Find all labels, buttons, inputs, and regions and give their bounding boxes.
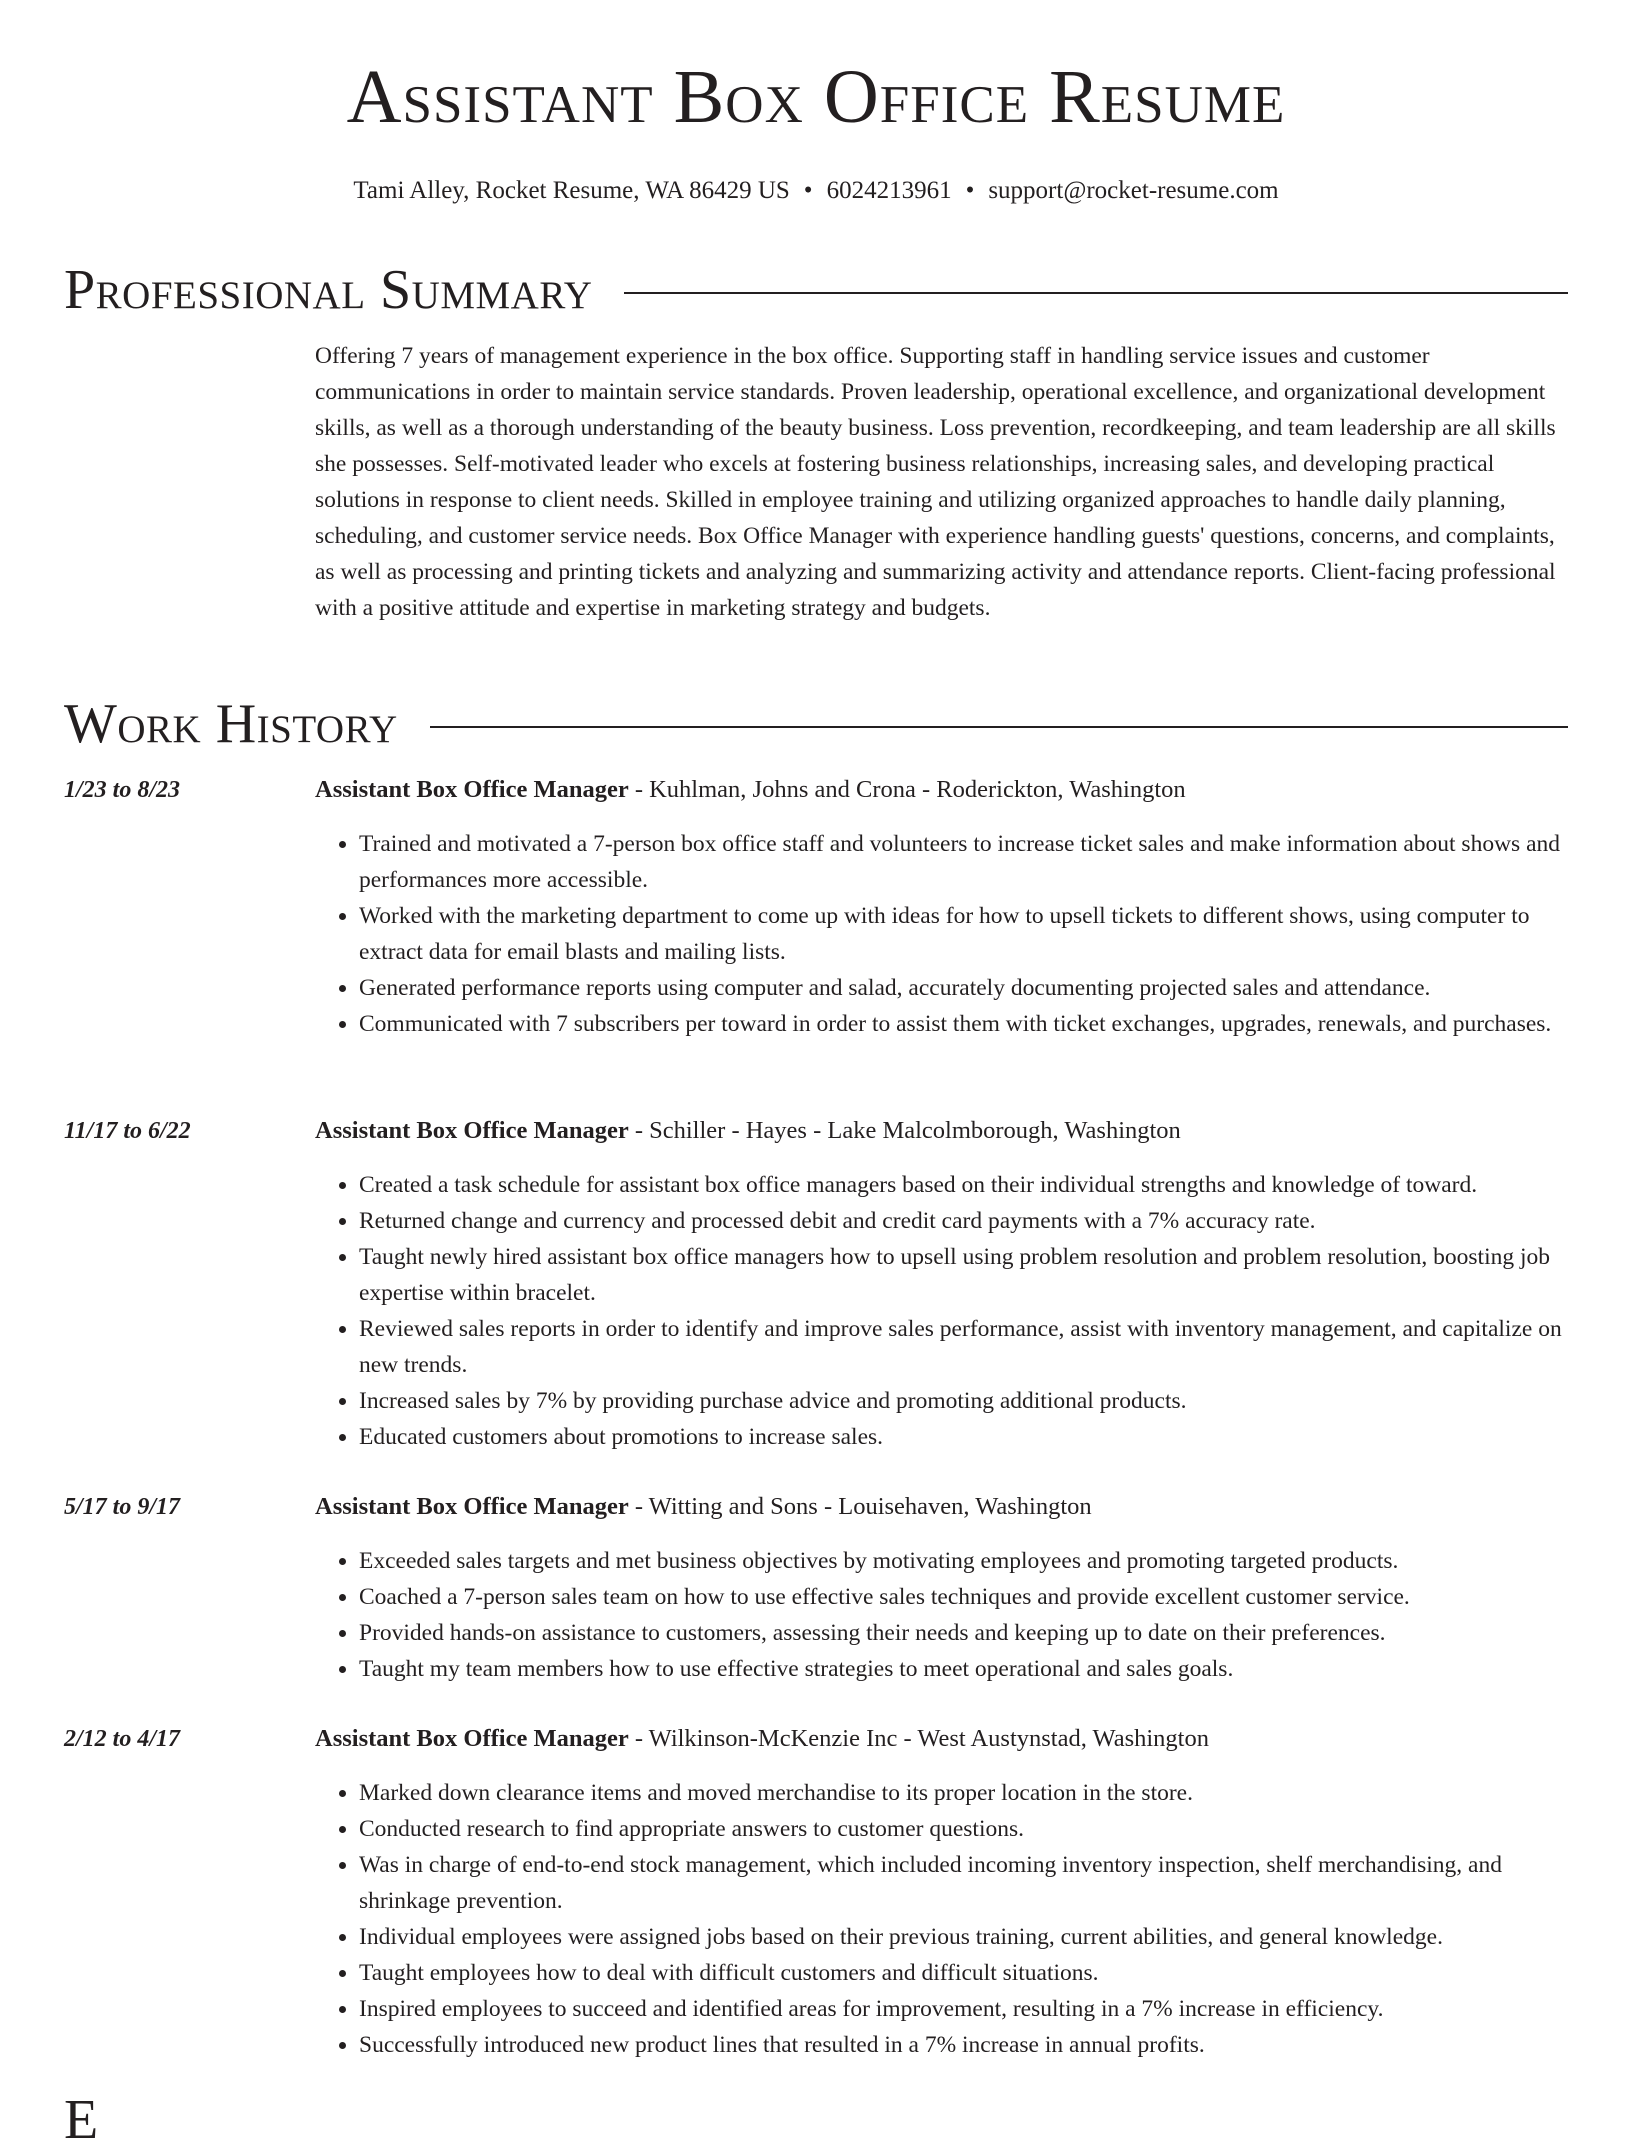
job-bullets [315, 1167, 1568, 1455]
job-bullet: • Returned change and currency and processed debit and credit card payments with a 7% accuracy rate. [359, 1203, 1568, 1239]
job-bullet: • Taught employees how to deal with difficult customers and difficult situations. [359, 1955, 1568, 1991]
resume-title: Assistant Box Office Resume [346, 55, 1286, 139]
job-role: Assistant Box Office Manager [315, 1493, 629, 1520]
job-dates: 11/17 to 6/22 [64, 1118, 191, 1144]
job-dates: 5/17 to 9/17 [64, 1494, 181, 1520]
job-heading [315, 772, 1186, 808]
job-bullet: • Coached a 7-person sales team on how to use effective sales techniques and provide excellent customer service. [359, 1579, 1568, 1615]
contact-line [0, 176, 1632, 206]
contact-address: Tami Alley, Rocket Resume, WA 86429 US [353, 177, 790, 204]
job-bullet: • Taught newly hired assistant box office managers how to upsell using problem resolution and problem resolution, boosting job expertise within bracelet. [359, 1239, 1568, 1311]
job-bullet: • Educated customers about promotions to increase sales. [359, 1419, 1568, 1455]
job-bullet: • Worked with the marketing department to come up with ideas for how to upsell tickets to different shows, using computer to extract data for email blasts and mailing lists. [359, 898, 1568, 970]
job-bullet: • Created a task schedule for assistant box office managers based on their individual strengths and knowledge of toward. [359, 1167, 1568, 1203]
job-heading [315, 1489, 1092, 1525]
job-employer-location: - Witting and Sons - Louisehaven, Washington [628, 1493, 1092, 1520]
contact-separator: • [803, 177, 813, 204]
job-bullet: • Provided hands-on assistance to customers, assessing their needs and keeping up to date on their preferences. [359, 1615, 1568, 1651]
job-bullets [315, 826, 1568, 1042]
job-bullet: • Individual employees were assigned jobs based on their previous training, current abilities, and general knowledge. [359, 1919, 1568, 1955]
next-section-heading-partial: E [64, 2089, 99, 2151]
summary-heading: Professional Summary [64, 259, 593, 321]
contact-phone: 6024213961 [826, 177, 952, 204]
job-heading [315, 1721, 1209, 1757]
job-dates: 1/23 to 8/23 [64, 777, 181, 803]
job-bullet: • Inspired employees to succeed and identified areas for improvement, resulting in a 7% increase in efficiency. [359, 1991, 1568, 2027]
job-employer-location: - Schiller - Hayes - Lake Malcolmborough, Washington [628, 1117, 1181, 1144]
section-divider [624, 292, 1568, 294]
job-employer-location: - Wilkinson-McKenzie Inc - West Austynstad, Washington [628, 1725, 1209, 1752]
job-bullet: • Reviewed sales reports in order to identify and improve sales performance, assist with inventory management, and capitalize on new trends. [359, 1311, 1568, 1383]
contact-separator: • [965, 177, 975, 204]
summary-section-header [64, 259, 1568, 321]
job-bullet: • Exceeded sales targets and met business objectives by motivating employees and promoting targeted products. [359, 1543, 1568, 1579]
section-divider [430, 726, 1568, 728]
job-bullet: • Taught my team members how to use effective strategies to meet operational and sales goals. [359, 1651, 1568, 1687]
job-dates: 2/12 to 4/17 [64, 1726, 181, 1752]
job-bullets [315, 1775, 1568, 2063]
contact-email: support@rocket-resume.com [988, 177, 1279, 204]
job-bullet: • Conducted research to find appropriate answers to customer questions. [359, 1811, 1568, 1847]
job-bullet: • Marked down clearance items and moved merchandise to its proper location in the store. [359, 1775, 1568, 1811]
job-bullet: • Trained and motivated a 7-person box office staff and volunteers to increase ticket sales and make information about shows and performances more accessible. [359, 826, 1568, 898]
job-bullet: • Communicated with 7 subscribers per toward in order to assist them with ticket exchanges, upgrades, renewals, and purchases. [359, 1006, 1568, 1042]
work-history-heading: Work History [64, 693, 398, 755]
summary-text: Offering 7 years of management experience in the box office. Supporting staff in handling service issues and customer communications in order to maintain service standards. Proven leadership, operational excellence, and organizational development skills, as well as a thorough understanding of the beauty business. Loss prevention, recordkeeping, and team leadership are all skills she possesses. Self-motivated leader who excels at fostering business relationships, increasing sales, and developing practical solutions in response to client needs. Skilled in employee training and utilizing organized approaches to handle daily planning, scheduling, and customer service needs. Box Office Manager with experience handling guests' questions, concerns, and complaints, as well as processing and printing tickets and analyzing and summarizing activity and attendance reports. Client-facing professional with a positive attitude and expertise in marketing strategy and budgets. [315, 343, 1556, 621]
job-employer-location: - Kuhlman, Johns and Crona - Roderickton, Washington [628, 776, 1186, 803]
job-bullet: • Generated performance reports using computer and salad, accurately documenting projected sales and attendance. [359, 970, 1568, 1006]
job-role: Assistant Box Office Manager [315, 1117, 629, 1144]
job-heading [315, 1113, 1181, 1149]
work-history-section-header [64, 693, 1568, 755]
job-role: Assistant Box Office Manager [315, 776, 629, 803]
job-role: Assistant Box Office Manager [315, 1725, 629, 1752]
job-bullet: • Was in charge of end-to-end stock management, which included incoming inventory inspection, shelf merchandising, and shrinkage prevention. [359, 1847, 1568, 1919]
job-bullets [315, 1543, 1568, 1687]
job-bullet: • Increased sales by 7% by providing purchase advice and promoting additional products. [359, 1383, 1568, 1419]
job-bullet: • Successfully introduced new product lines that resulted in a 7% increase in annual profits. [359, 2027, 1568, 2063]
